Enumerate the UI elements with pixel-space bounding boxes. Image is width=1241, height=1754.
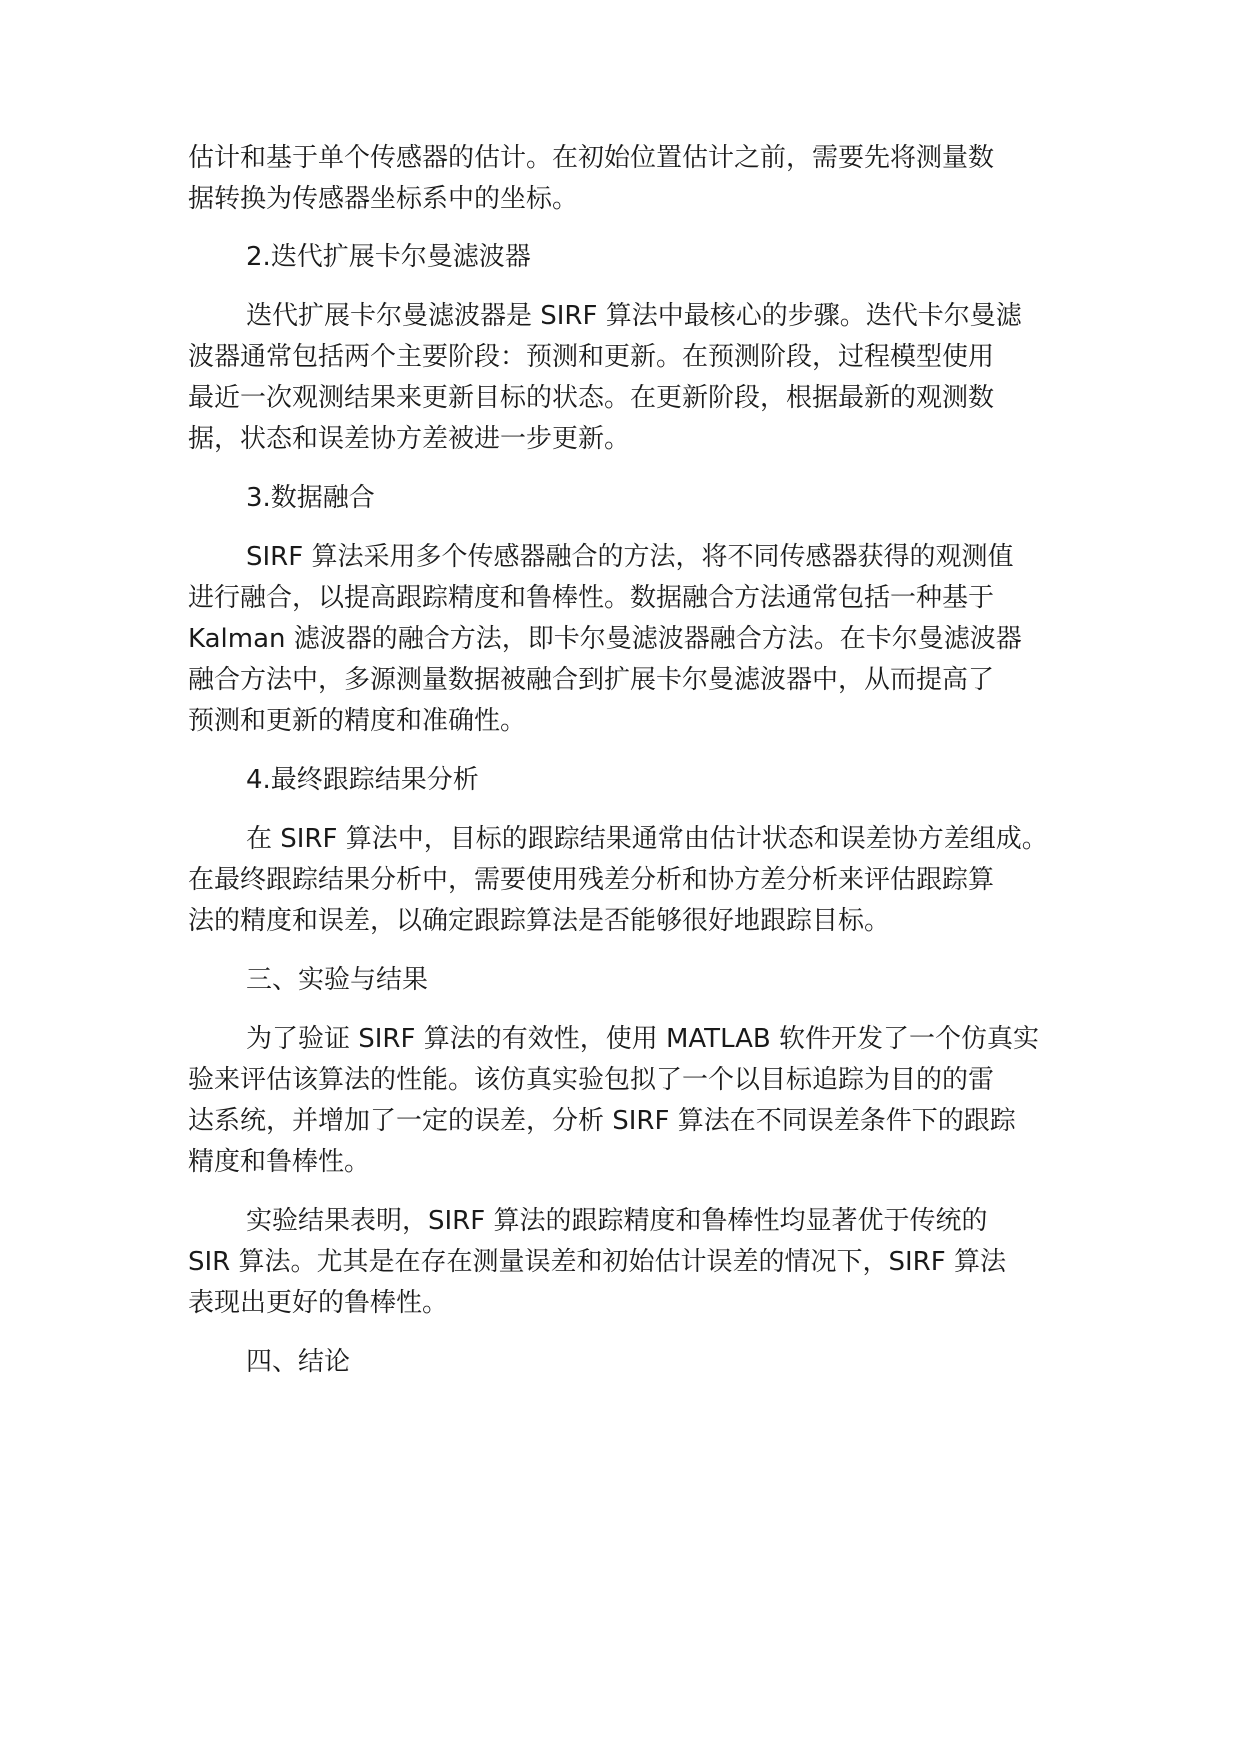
text-line: 迭代扩展卡尔曼滤波器是 SIRF 算法中最核心的步骤。迭代卡尔曼滤 bbox=[246, 301, 1022, 331]
text-line: 法的精度和误差，以确定跟踪算法是否能够很好地跟踪目标。 bbox=[188, 906, 891, 936]
section-heading: 三、实验与结果 bbox=[246, 965, 429, 995]
text-line: 据，状态和误差协方差被进一步更新。 bbox=[188, 424, 631, 454]
section-heading: 4.最终跟踪结果分析 bbox=[246, 765, 479, 795]
text-line: 在 SIRF 算法中，目标的跟踪结果通常由估计状态和误差协方差组成。 bbox=[246, 824, 1048, 854]
text-line: SIR 算法。尤其是在存在测量误差和初始估计误差的情况下，SIRF 算法 bbox=[188, 1247, 1006, 1277]
section-heading: 2.迭代扩展卡尔曼滤波器 bbox=[246, 242, 531, 272]
text-line: 预测和更新的精度和准确性。 bbox=[188, 706, 527, 736]
text-line: 在最终跟踪结果分析中，需要使用残差分析和协方差分析来评估跟踪算 bbox=[188, 865, 995, 895]
text-line: 最近一次观测结果来更新目标的状态。在更新阶段，根据最新的观测数 bbox=[188, 383, 995, 413]
text-line: 为了验证 SIRF 算法的有效性，使用 MATLAB 软件开发了一个仿真实 bbox=[246, 1024, 1040, 1054]
section-heading: 3.数据融合 bbox=[246, 483, 375, 513]
text-line: 验来评估该算法的性能。该仿真实验包拟了一个以目标追踪为目的的雷 bbox=[188, 1065, 995, 1095]
text-line: 实验结果表明，SIRF 算法的跟踪精度和鲁棒性均显著优于传统的 bbox=[246, 1206, 988, 1236]
text-line: 达系统，并增加了一定的误差，分析 SIRF 算法在不同误差条件下的跟踪 bbox=[188, 1106, 1016, 1136]
text-line: 进行融合，以提高跟踪精度和鲁棒性。数据融合方法通常包括一种基于 bbox=[188, 583, 995, 613]
text-line: 表现出更好的鲁棒性。 bbox=[188, 1288, 449, 1318]
text-line: 估计和基于单个传感器的估计。在初始位置估计之前，需要先将测量数 bbox=[188, 143, 995, 173]
text-line: 精度和鲁棒性。 bbox=[188, 1147, 371, 1177]
text-line: Kalman 滤波器的融合方法，即卡尔曼滤波器融合方法。在卡尔曼滤波器 bbox=[188, 624, 1022, 654]
text-line: 据转换为传感器坐标系中的坐标。 bbox=[188, 184, 579, 214]
section-heading: 四、结论 bbox=[246, 1347, 351, 1377]
text-line: 融合方法中，多源测量数据被融合到扩展卡尔曼滤波器中，从而提高了 bbox=[188, 665, 995, 695]
text-line: 波器通常包括两个主要阶段：预测和更新。在预测阶段，过程模型使用 bbox=[188, 342, 995, 372]
text-line: SIRF 算法采用多个传感器融合的方法，将不同传感器获得的观测值 bbox=[246, 542, 1014, 572]
